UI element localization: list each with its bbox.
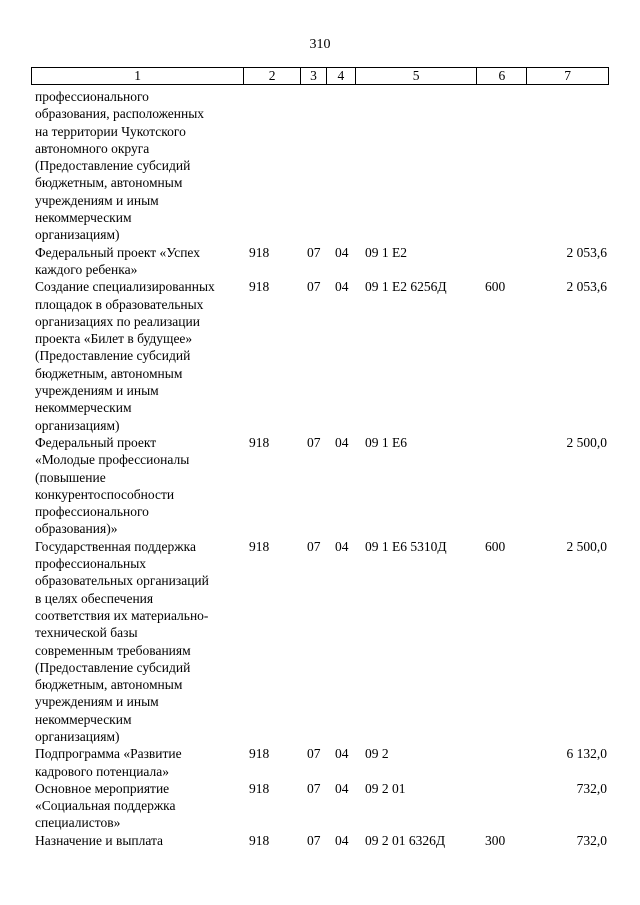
row-name-line: некоммерческим: [35, 711, 132, 727]
row-name-line: некоммерческим: [35, 210, 132, 226]
row-name-line: Основное мероприятие: [35, 780, 170, 796]
row-name: [35, 780, 245, 832]
code-section: 07: [307, 434, 321, 450]
row-name-line: Создание специализированных: [35, 279, 215, 295]
header-col-5: 5: [356, 68, 478, 84]
row-name-line: организациям): [35, 728, 120, 744]
code-target-article: 09 1 E2: [365, 244, 407, 260]
code-gr: 918: [249, 434, 270, 450]
row-name-line: бюджетным, автономным: [35, 677, 183, 693]
code-section: 07: [307, 780, 321, 796]
amount: 732,0: [576, 832, 607, 848]
row-name-line: Государственная поддержка: [35, 538, 196, 554]
amount: 2 500,0: [566, 538, 607, 554]
header-col-7: 7: [564, 68, 572, 83]
row-name: [35, 832, 245, 849]
row-name-line: организациях по реализации: [35, 313, 200, 329]
code-subsection: 04: [335, 832, 349, 848]
row-name-line: организациям): [35, 227, 120, 243]
table-row: [35, 832, 607, 849]
code-gr: 918: [249, 279, 270, 295]
header-col-4: 4: [327, 68, 356, 84]
row-name-line: в целях обеспечения: [35, 590, 154, 606]
code-section: 07: [307, 244, 321, 260]
row-name-line: учреждениям и иным: [35, 694, 159, 710]
table-row: [35, 538, 607, 746]
amount: 2 053,6: [566, 244, 607, 260]
row-name-line: кадрового потенциала»: [35, 763, 170, 779]
row-name-line: учреждениям и иным: [35, 192, 159, 208]
row-name-line: Назначение и выплата: [35, 832, 164, 848]
row-name: [35, 434, 245, 538]
row-name-line: образования, расположенных: [35, 106, 205, 122]
table-body: [35, 88, 607, 849]
header-col-6: 6: [477, 68, 527, 84]
row-name-line: технической базы: [35, 625, 138, 641]
code-subsection: 04: [335, 279, 349, 295]
table-row: [35, 434, 607, 538]
row-name-line: Федеральный проект «Успех: [35, 244, 200, 260]
row-name-line: каждого ребенка»: [35, 261, 138, 277]
row-name-line: «Молодые профессионалы: [35, 452, 190, 468]
row-name-line: «Социальная поддержка: [35, 798, 176, 814]
code-gr: 918: [249, 746, 270, 762]
code-subsection: 04: [335, 244, 349, 260]
row-name-line: бюджетным, автономным: [35, 175, 183, 191]
row-name-line: площадок в образовательных: [35, 296, 204, 312]
row-name-line: некоммерческим: [35, 400, 132, 416]
row-name-line: профессионального: [35, 504, 149, 520]
code-subsection: 04: [335, 780, 349, 796]
row-name-line: (Предоставление субсидий: [35, 659, 191, 675]
row-name-line: современным требованиям: [35, 642, 191, 658]
table-row: [35, 88, 607, 244]
code-target-article: 09 2 01 6326Д: [365, 832, 446, 848]
table-row: [35, 745, 607, 780]
amount: 732,0: [576, 780, 607, 796]
row-name: [35, 278, 245, 434]
code-subsection: 04: [335, 434, 349, 450]
row-name-line: профессиональных: [35, 556, 147, 572]
code-target-article: 09 1 E6: [365, 434, 407, 450]
code-target-article: 09 2 01: [365, 780, 406, 796]
code-section: 07: [307, 746, 321, 762]
row-name-line: бюджетным, автономным: [35, 365, 183, 381]
row-name-line: Федеральный проект: [35, 434, 157, 450]
row-name-line: образовательных организаций: [35, 573, 209, 589]
code-gr: 918: [249, 244, 270, 260]
page-number: 310: [309, 37, 331, 52]
header-col-1: 1: [32, 68, 244, 84]
row-name-line: (Предоставление субсидий: [35, 348, 191, 364]
code-expense-type: 300: [485, 832, 506, 848]
table-row: [35, 780, 607, 832]
row-name-line: образования)»: [35, 521, 118, 537]
row-name-line: конкурентоспособности: [35, 486, 175, 502]
code-gr: 918: [249, 832, 270, 848]
row-name-line: автономного округа: [35, 140, 150, 156]
row-name: [35, 88, 245, 244]
row-name-line: проекта «Билет в будущее»: [35, 331, 193, 347]
code-target-article: 09 2: [365, 746, 389, 762]
code-target-article: 09 1 E2 6256Д: [365, 279, 447, 295]
row-name: [35, 244, 245, 279]
row-name-line: организациям): [35, 417, 120, 433]
table-row: [35, 244, 607, 279]
code-subsection: 04: [335, 538, 349, 554]
row-name-line: профессионального: [35, 89, 149, 104]
code-subsection: 04: [335, 746, 349, 762]
code-target-article: 09 1 E6 5310Д: [365, 538, 447, 554]
code-gr: 918: [249, 780, 270, 796]
row-name: [35, 745, 245, 780]
code-section: 07: [307, 538, 321, 554]
row-name-line: (Предоставление субсидий: [35, 158, 191, 174]
code-expense-type: 600: [485, 538, 506, 554]
row-name-line: учреждениям и иным: [35, 383, 159, 399]
code-gr: 918: [249, 538, 270, 554]
amount: 6 132,0: [566, 746, 607, 762]
row-name-line: соответствия их материально-: [35, 607, 209, 623]
table-header: [31, 67, 609, 85]
code-section: 07: [307, 279, 321, 295]
code-section: 07: [307, 832, 321, 848]
row-name-line: на территории Чукотского: [35, 123, 186, 139]
row-name-line: Подпрограмма «Развитие: [35, 746, 182, 762]
table-row: [35, 278, 607, 434]
amount: 2 053,6: [566, 279, 607, 295]
header-col-2: 2: [244, 68, 301, 84]
row-name: [35, 538, 245, 746]
amount: 2 500,0: [566, 434, 607, 450]
row-name-line: специалистов»: [35, 815, 121, 831]
code-expense-type: 600: [485, 279, 506, 295]
header-col-3: 3: [301, 68, 327, 84]
row-name-line: (повышение: [35, 469, 106, 485]
